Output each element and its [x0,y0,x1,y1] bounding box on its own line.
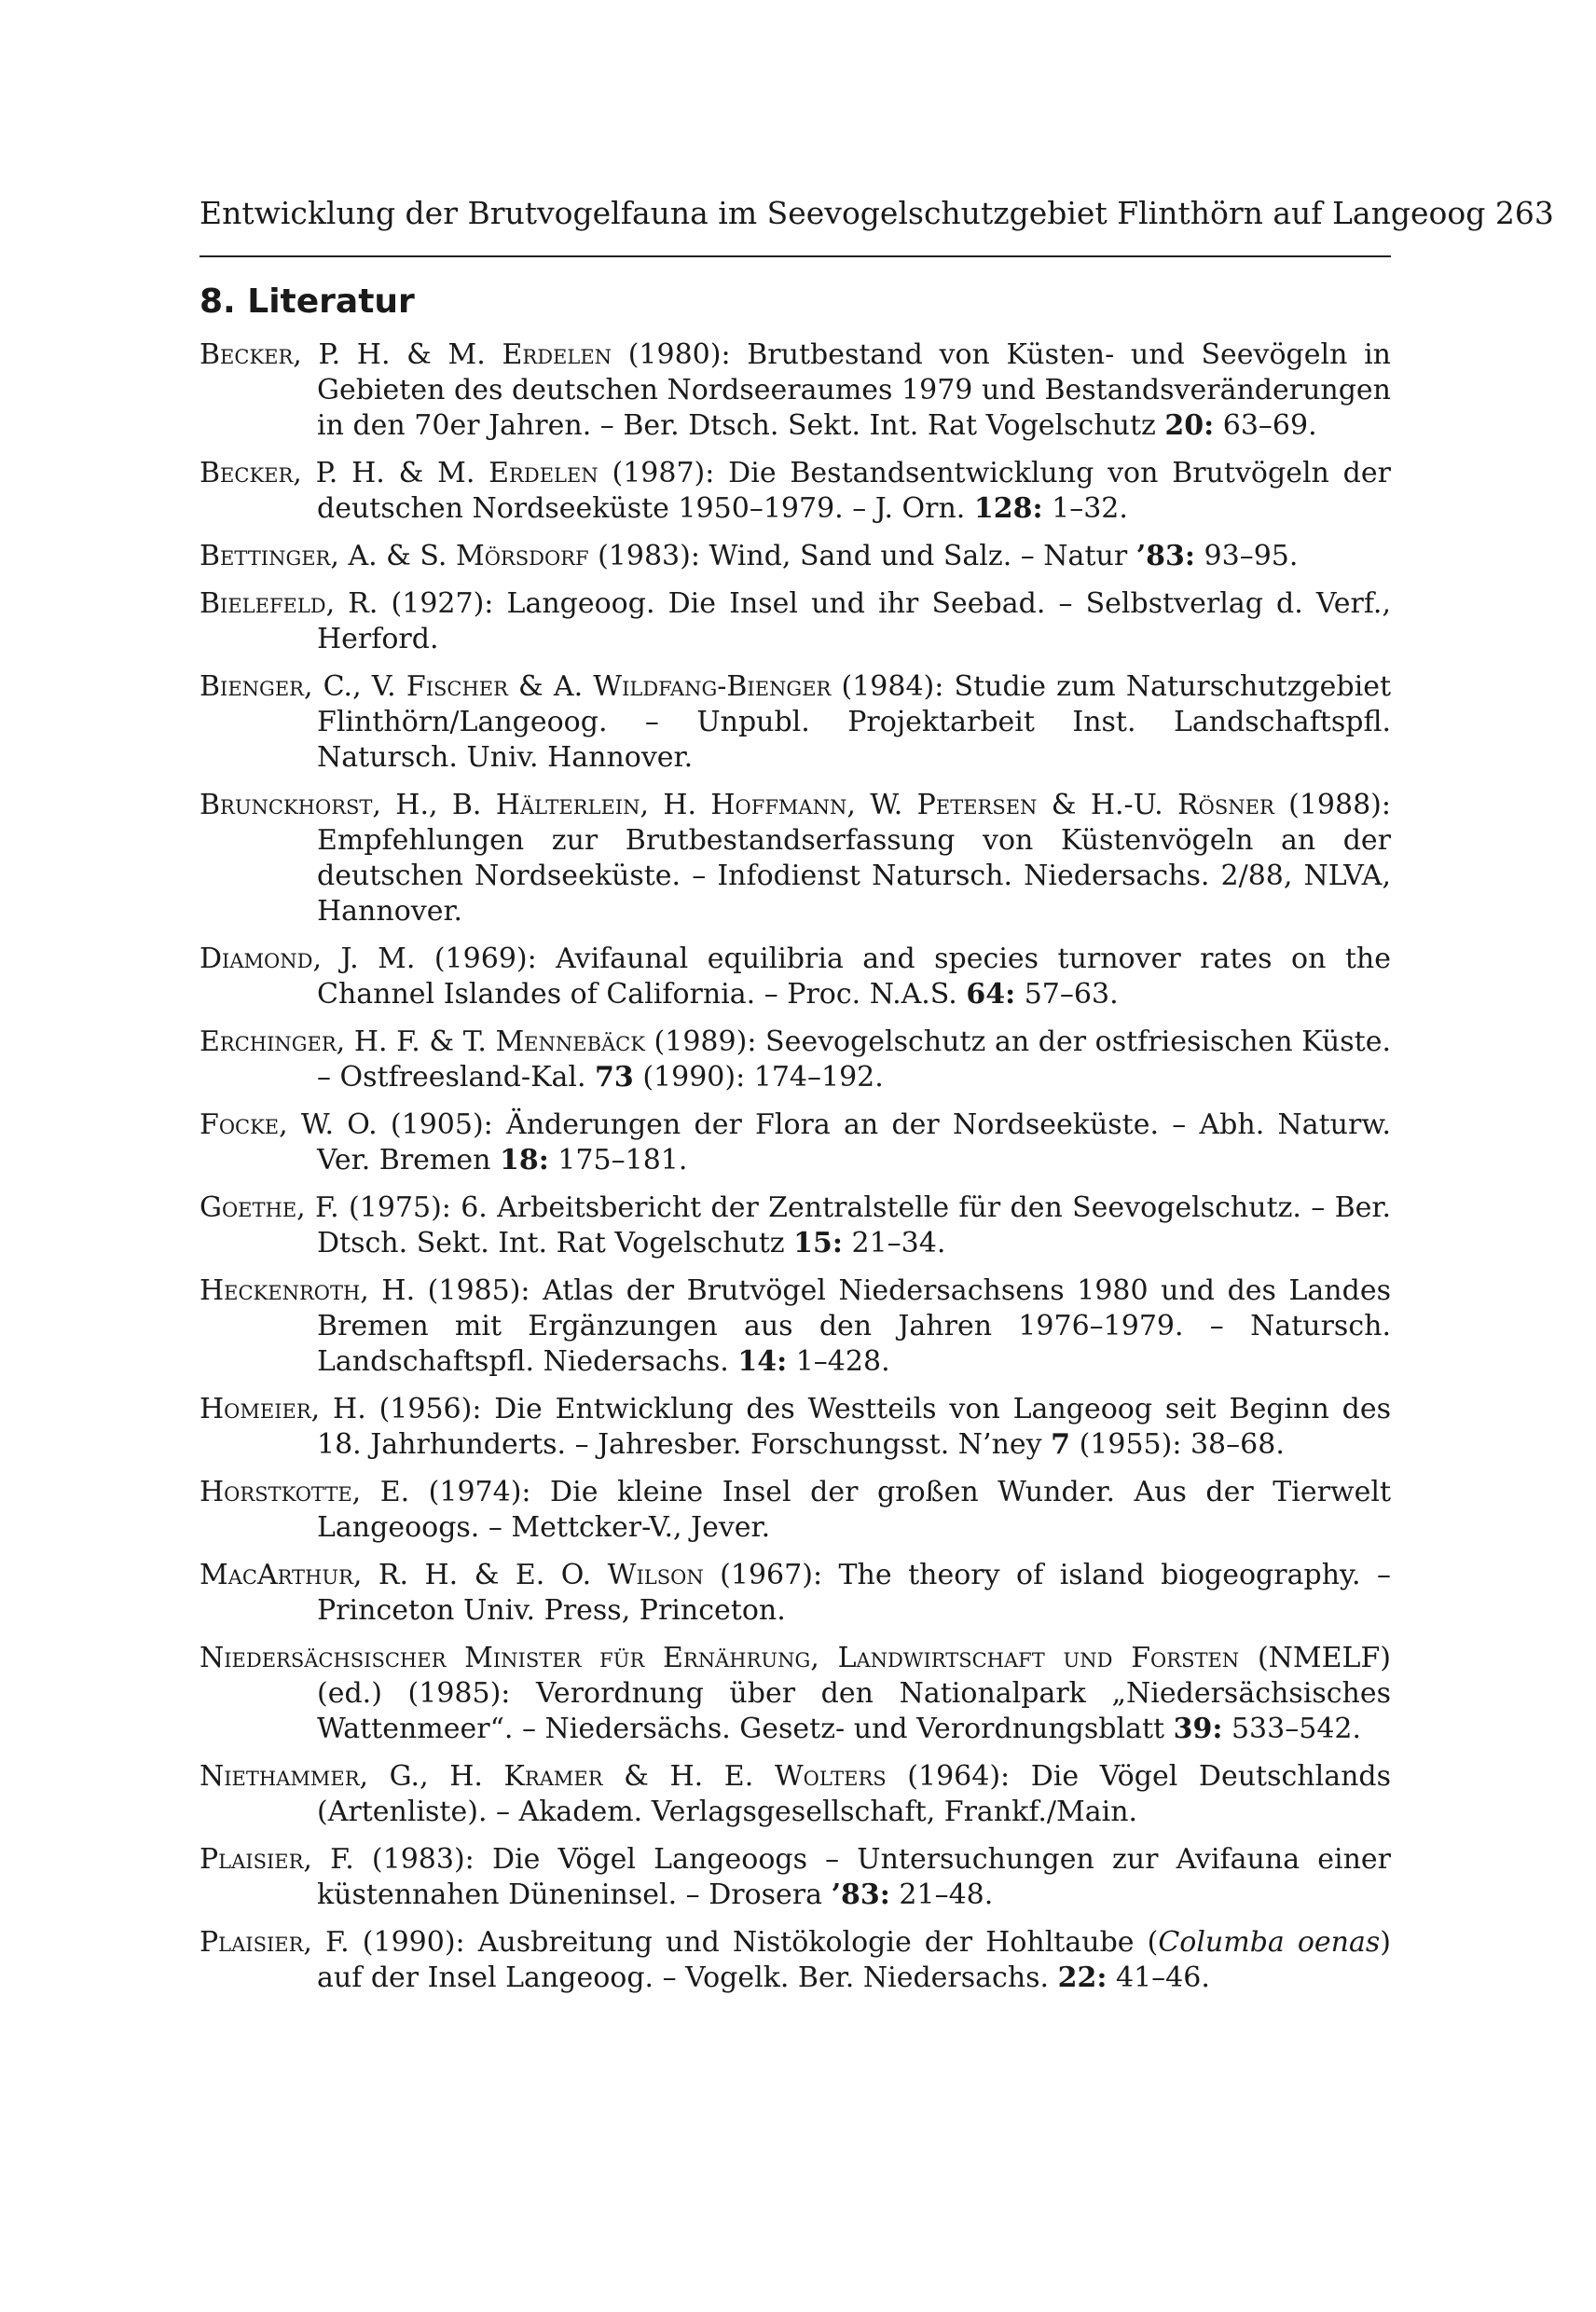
reference-text: (1975): 6. Arbeitsbericht der Zentralstelle für den Seevogelschutz. – Ber. Dtsch. Sekt. Int. Rat Vogelschutz [317,1191,1391,1259]
reference-authors: Niethammer, G., H. Kramer & H. E. Wolters [200,1760,887,1793]
reference-authors: Plaisier, F. [200,1926,350,1959]
reference-pages: 93–95. [1194,540,1299,572]
reference-entry [200,1842,1391,1913]
reference-text: (1987): Die Bestandsentwicklung von Brutvögeln der deutschen Nordseeküste 1950–1979. – J. Orn. [317,457,1391,525]
running-head [200,191,1554,236]
reference-entry [200,1558,1391,1629]
reference-text-cont: ) auf der Insel Langeoog. – Vogelk. Ber. Niedersachs. [317,1926,1391,1994]
reference-pages: 533–542. [1222,1713,1362,1745]
header-rule [200,255,1391,257]
reference-volume: ’83: [1135,540,1195,572]
reference-authors: Niedersächsischer Minister für Ernährung, Landwirtschaft und Forsten [200,1642,1240,1674]
reference-entry [200,1475,1391,1546]
reference-authors: MacArthur, R. H. & E. O. Wilson [200,1559,704,1591]
reference-text: (1927): Langeoog. Die Insel und ihr Seebad. – Selbstverlag d. Verf., Herford. [317,587,1391,655]
reference-text: (1905): Änderungen der Flora an der Nordseeküste. – Abh. Naturw. Ver. Bremen [317,1108,1392,1177]
reference-list [200,337,1391,2008]
reference-text: (1980): Brutbestand von Küsten- und Seevögeln in Gebieten des deutschen Nordseeraumes 1979 und Bestandsveränderungen in den 70er Jahren. – Ber. Dtsch. Sekt. Int. Rat Vogelschutz [317,338,1391,442]
reference-volume: 39: [1173,1713,1223,1745]
reference-entry [200,669,1391,776]
reference-text: (1989): Seevogelschutz an der ostfriesischen Küste. – Ostfreesland-Kal. [317,1025,1391,1094]
reference-authors: Brunckhorst, H., B. Hälterlein, H. Hoffmann, W. Petersen & H.-U. Rösner [200,789,1274,821]
reference-entry [200,337,1391,444]
running-title: Entwicklung der Brutvogelfauna im Seevogelschutzgebiet Flinthörn auf Langeoog [200,195,1486,231]
reference-entry [200,1108,1391,1178]
reference-authors: Bielefeld, R. [200,587,378,620]
reference-volume: 22: [1057,1961,1108,1994]
reference-entry [200,539,1391,574]
reference-entry [200,586,1391,657]
reference-volume: 18: [499,1144,549,1177]
reference-pages: (1990): 174–192. [633,1061,884,1094]
reference-text: (NMELF) (ed.) (1985): Verordnung über den Nationalpark „Niedersächsisches Wattenmeer“. – Niedersächs. Gesetz- und Verordnungsblatt [317,1642,1391,1745]
reference-pages: 1–428. [787,1345,890,1378]
reference-text: (1985): Atlas der Brutvögel Niedersachsens 1980 und des Landes Bremen mit Ergänzungen aus den Jahren 1976–1979. – Natursch. Landschaftspfl. Niedersachs. [317,1274,1391,1378]
reference-authors: Bienger, C., V. Fischer & A. Wildfang-Bienger [200,670,832,703]
reference-pages: 1–32. [1042,492,1128,525]
reference-authors: Plaisier, F. [200,1843,354,1876]
reference-volume: 14: [737,1345,788,1378]
reference-text: (1983): Wind, Sand und Salz. – Natur [588,540,1136,572]
species-name: Columba oenas [1158,1926,1381,1959]
reference-entry [200,456,1391,527]
section-title: 8. Literatur [200,282,415,321]
reference-entry [200,1190,1391,1261]
reference-authors: Goethe, F. [200,1191,339,1224]
reference-entry [200,788,1391,929]
reference-text: (1990): Ausbreitung und Nistökologie der Hohltaube ( [349,1926,1159,1959]
reference-text: (1967): The theory of island biogeography. – Princeton Univ. Press, Princeton. [317,1559,1391,1627]
reference-pages: (1955): 38–68. [1070,1428,1285,1461]
reference-entry [200,1759,1391,1830]
reference-entry [200,1025,1391,1095]
reference-volume: 64: [966,978,1016,1011]
reference-authors: Diamond, J. M. [200,943,416,975]
reference-authors: Heckenroth, H. [200,1274,416,1307]
reference-entry [200,1925,1391,1996]
reference-text: (1964): Die Vögel Deutschlands (Artenliste). – Akadem. Verlagsgesellschaft, Frankf./Main. [317,1760,1391,1828]
reference-entry [200,1641,1391,1747]
reference-entry [200,1392,1391,1463]
reference-authors: Homeier, H. [200,1393,366,1425]
reference-volume: 73 [595,1061,634,1094]
reference-pages: 175–181. [548,1144,688,1177]
reference-pages: 21–34. [842,1227,946,1259]
reference-text: (1969): Avifaunal equilibria and species turnover rates on the Channel Islandes of California. – Proc. N.A.S. [317,943,1391,1011]
reference-entry [200,1273,1391,1380]
reference-authors: Horstkotte, E. [200,1476,410,1508]
reference-pages: 21–48. [889,1878,994,1911]
page-number: 263 [1494,195,1554,231]
reference-authors: Becker, P. H. & M. Erdelen [200,338,612,371]
reference-pages: 57–63. [1015,978,1119,1011]
reference-text: (1984): Studie zum Naturschutzgebiet Flinthörn/Langeoog. – Unpubl. Projektarbeit Inst. Landschaftspfl. Natursch. Univ. Hannover. [317,670,1391,774]
reference-volume: ’83: [831,1878,890,1911]
reference-volume: 128: [973,492,1043,525]
reference-text: (1983): Die Vögel Langeoogs – Untersuchungen zur Avifauna einer küstennahen Düneninsel. – Drosera [317,1843,1391,1911]
reference-volume: 15: [793,1227,843,1259]
reference-authors: Bettinger, A. & S. Mörsdorf [200,540,589,572]
reference-text: (1988): Empfehlungen zur Brutbestandserfassung von Küstenvögeln an der deutschen Nordseeküste. – Infodienst Natursch. Niedersachs. 2/88, NLVA, Hannover. [317,789,1391,928]
reference-volume: 7 [1051,1428,1071,1461]
reference-text: (1974): Die kleine Insel der großen Wunder. Aus der Tierwelt Langeoogs. – Mettcker-V., Jever. [317,1476,1391,1544]
reference-pages: 41–46. [1107,1961,1210,1994]
reference-pages: 63–69. [1214,409,1317,442]
reference-authors: Focke, W. O. [200,1108,378,1141]
reference-entry [200,942,1391,1012]
reference-authors: Becker, P. H. & M. Erdelen [200,457,598,489]
reference-text: (1956): Die Entwicklung des Westteils von Langeoog seit Beginn des 18. Jahrhunderts. – Jahresber. Forschungsst. N’ney [317,1393,1391,1461]
reference-authors: Erchinger, H. F. & T. Mennebäck [200,1025,645,1058]
reference-volume: 20: [1164,409,1215,442]
